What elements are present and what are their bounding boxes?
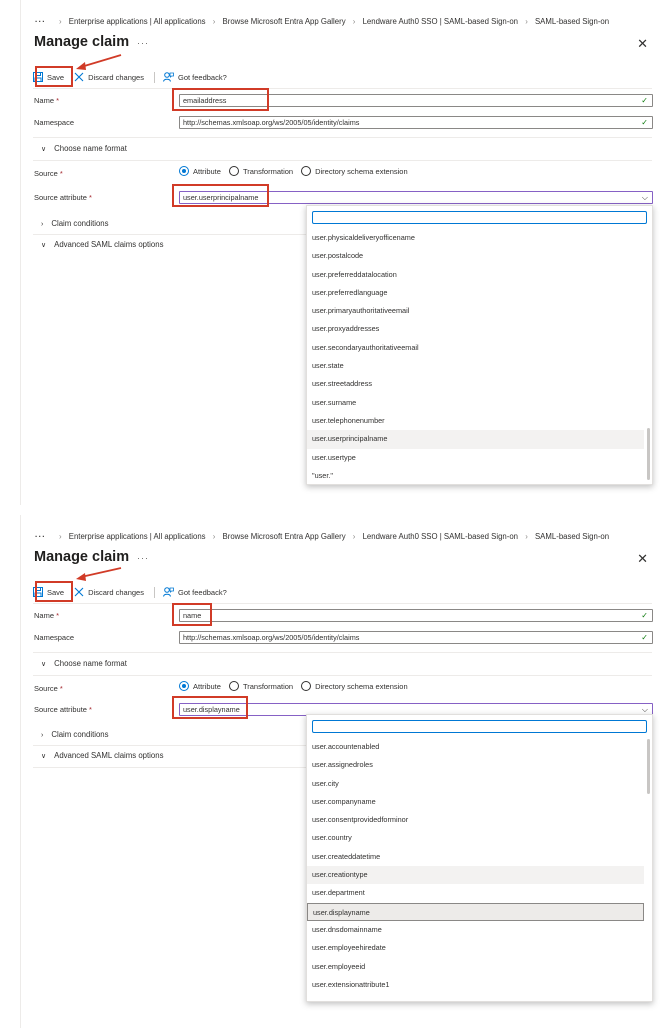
namespace-value: http://schemas.xmlsoap.org/ws/2005/05/identity/claims [183, 633, 360, 642]
required-mark: * [59, 684, 63, 693]
manage-claim-panel-1 [20, 0, 666, 505]
name-label-text: Name [34, 96, 55, 105]
dropdown-option[interactable]: user.createddatetime [312, 851, 381, 861]
source-attribute-label [34, 705, 92, 714]
name-label [34, 611, 59, 620]
radio-circle [179, 681, 189, 691]
name-input[interactable] [179, 609, 653, 622]
radio-circle [301, 681, 311, 691]
divider [33, 234, 306, 235]
feedback-label: Got feedback? [177, 72, 227, 82]
namespace-input[interactable] [179, 116, 653, 129]
feedback-icon [163, 587, 174, 597]
dropdown-option[interactable]: user.department [312, 888, 365, 898]
dropdown-option[interactable]: user.preferreddatalocation [312, 269, 397, 279]
radio-label: Attribute [193, 166, 221, 176]
dropdown-option-hovered[interactable]: user.creationtype [307, 866, 644, 884]
choose-format-label: Choose name format [54, 659, 127, 668]
radio-circle [179, 166, 189, 176]
discard-button[interactable] [74, 587, 144, 597]
breadcrumb-enterprise-apps[interactable]: Enterprise applications | All applications [68, 532, 206, 541]
annotation-arrow [73, 565, 123, 585]
dropdown-option[interactable]: "user." [312, 470, 333, 480]
dropdown-option[interactable]: user.primaryauthoritativeemail [312, 306, 410, 316]
breadcrumb-separator: › [212, 532, 216, 541]
dropdown-option[interactable]: user.accountenabled [312, 742, 380, 751]
source-attribute-label [34, 193, 92, 202]
claim-conditions-toggle[interactable] [41, 730, 109, 739]
dropdown-options [307, 738, 644, 994]
toolbar-divider [154, 72, 155, 83]
chevron-down-icon: ⌵ [641, 193, 648, 202]
feedback-label: Got feedback? [177, 587, 227, 597]
more-options-icon[interactable]: ··· [137, 38, 149, 48]
source-label-text: Source [34, 169, 58, 178]
breadcrumb-app[interactable]: Lendware Auth0 SSO | SAML-based Sign-on [362, 532, 519, 541]
choose-name-format-toggle[interactable] [41, 144, 127, 153]
breadcrumb [35, 17, 609, 26]
save-highlight-box [35, 581, 73, 602]
dropdown-scrollbar[interactable] [647, 739, 650, 794]
breadcrumb-app[interactable]: Lendware Auth0 SSO | SAML-based Sign-on [362, 17, 519, 26]
dropdown-option[interactable]: user.telephonenumber [312, 415, 385, 425]
breadcrumb-ellipsis[interactable]: ··· [35, 17, 46, 26]
required-mark: * [59, 169, 63, 178]
source-attribute-dropdown [306, 205, 653, 485]
radio-circle [229, 166, 239, 176]
dropdown-option[interactable]: user.usertype [312, 452, 356, 462]
breadcrumb-enterprise-apps[interactable]: Enterprise applications | All applications [68, 17, 206, 26]
dropdown-option[interactable]: user.surname [312, 397, 357, 407]
chevron-right-icon: › [41, 732, 44, 739]
breadcrumb [35, 532, 609, 541]
source-label [34, 684, 63, 693]
page-title: Manage claim [34, 34, 130, 50]
claim-conditions-toggle[interactable] [41, 219, 109, 228]
discard-label: Discard changes [88, 587, 144, 597]
breadcrumb-separator: › [525, 532, 528, 541]
chevron-down-icon: ∨ [41, 146, 47, 153]
claim-conditions-label: Claim conditions [51, 219, 109, 228]
radio-label: Directory schema extension [315, 681, 408, 691]
radio-directory-schema[interactable] [301, 166, 408, 176]
required-mark: * [89, 705, 92, 714]
radio-circle [229, 681, 239, 691]
toolbar-divider-line [33, 603, 652, 604]
dropdown-option[interactable]: user.extensionattribute1 [312, 979, 390, 989]
radio-label: Attribute [193, 681, 221, 691]
name-value: emailaddress [183, 96, 227, 105]
advanced-saml-toggle[interactable] [41, 240, 163, 249]
dropdown-option-selected[interactable]: user.userprincipalname [307, 430, 644, 448]
source-radio-group [179, 681, 416, 691]
required-mark: * [89, 193, 92, 202]
chevron-right-icon: › [41, 221, 44, 228]
divider [33, 652, 652, 653]
radio-attribute[interactable] [179, 166, 221, 176]
manage-claim-panel-2 [20, 515, 666, 1028]
breadcrumb-saml[interactable]: SAML-based Sign-on [534, 532, 610, 541]
name-highlight-box [172, 88, 269, 111]
source-attribute-highlight-box [172, 184, 269, 207]
chevron-down-icon: ∨ [41, 753, 47, 760]
divider [33, 675, 652, 676]
dropdown-option[interactable]: user.city [312, 778, 339, 788]
source-radio-group [179, 166, 416, 176]
dropdown-option-selected[interactable]: user.displayname [307, 903, 644, 921]
dropdown-option[interactable]: user.proxyaddresses [312, 324, 380, 334]
check-icon: ✓ [641, 633, 648, 642]
source-attribute-dropdown [306, 714, 653, 1002]
discard-label: Discard changes [88, 72, 144, 82]
namespace-label: Namespace [34, 633, 75, 642]
dropdown-search-input[interactable] [312, 211, 647, 224]
choose-name-format-toggle[interactable] [41, 659, 127, 668]
save-highlight-box [35, 66, 73, 87]
choose-format-label: Choose name format [54, 144, 127, 153]
dropdown-option[interactable]: user.consentprovidedforminor [312, 815, 409, 825]
breadcrumb-separator: › [58, 532, 62, 541]
discard-icon [74, 72, 84, 82]
radio-label: Directory schema extension [315, 166, 408, 176]
required-mark: * [56, 611, 60, 620]
breadcrumb-separator: › [352, 17, 356, 26]
dropdown-option[interactable]: user.postalcode [312, 251, 364, 261]
radio-label: Transformation [242, 681, 294, 691]
more-options-icon[interactable]: ··· [137, 553, 149, 563]
dropdown-option[interactable]: user.employeehiredate [312, 943, 386, 953]
divider [33, 137, 652, 138]
page-title: Manage claim [34, 549, 130, 565]
dropdown-scrollbar[interactable] [647, 428, 650, 480]
save-label: Save [47, 587, 65, 597]
source-label [34, 169, 63, 178]
annotation-arrow [73, 53, 123, 73]
save-label: Save [47, 72, 65, 82]
dropdown-option[interactable]: user.companyname [312, 796, 376, 806]
radio-circle [301, 166, 311, 176]
check-icon: ✓ [641, 96, 648, 105]
divider [33, 745, 306, 746]
chevron-down-icon: ∨ [41, 661, 47, 668]
dropdown-option[interactable]: user.secondaryauthoritativeemail [312, 342, 419, 352]
breadcrumb-separator: › [525, 17, 528, 26]
source-label-text: Source [34, 684, 58, 693]
check-icon: ✓ [641, 118, 648, 127]
breadcrumb-gallery[interactable]: Browse Microsoft Entra App Gallery [222, 532, 346, 541]
chevron-down-icon: ⌵ [641, 705, 648, 714]
dropdown-search-input[interactable] [312, 720, 647, 733]
breadcrumb-separator: › [212, 17, 216, 26]
divider [33, 767, 306, 768]
source-attribute-value: user.displayname [183, 705, 240, 714]
dropdown-option[interactable]: user.physicaldeliveryofficename [312, 233, 415, 242]
advanced-label: Advanced SAML claims options [54, 240, 164, 249]
breadcrumb-saml[interactable]: SAML-based Sign-on [534, 17, 610, 26]
chevron-down-icon: ∨ [41, 242, 47, 249]
claim-conditions-label: Claim conditions [51, 730, 109, 739]
name-value: name [183, 611, 202, 620]
close-icon[interactable]: ✕ [637, 36, 648, 51]
dropdown-option[interactable]: user.country [312, 833, 352, 843]
radio-transformation[interactable] [229, 681, 293, 691]
dropdown-option[interactable]: user.preferredlanguage [312, 287, 388, 297]
discard-icon [74, 587, 84, 597]
dropdown-option[interactable]: user.dnsdomainname [312, 924, 382, 934]
namespace-label: Namespace [34, 118, 75, 127]
check-icon: ✓ [641, 611, 648, 620]
radio-transformation[interactable] [229, 166, 293, 176]
namespace-input[interactable] [179, 631, 653, 644]
breadcrumb-separator: › [58, 17, 62, 26]
breadcrumb-ellipsis[interactable]: ··· [35, 532, 46, 541]
advanced-label: Advanced SAML claims options [54, 751, 164, 760]
breadcrumb-separator: › [352, 532, 356, 541]
dropdown-options [307, 229, 644, 485]
namespace-value: http://schemas.xmlsoap.org/ws/2005/05/identity/claims [183, 118, 360, 127]
close-icon[interactable]: ✕ [637, 551, 648, 566]
dropdown-option[interactable]: user.streetaddress [312, 379, 373, 389]
required-mark: * [56, 96, 60, 105]
source-attr-label-text: Source attribute [34, 705, 87, 714]
source-attribute-value: user.userprincipalname [183, 193, 259, 202]
radio-attribute[interactable] [179, 681, 221, 691]
source-attribute-highlight-box [172, 696, 248, 719]
divider [33, 160, 652, 161]
dropdown-option[interactable]: user.state [312, 361, 344, 371]
feedback-button[interactable] [163, 72, 227, 82]
discard-button[interactable] [74, 72, 144, 82]
name-highlight-box [172, 603, 212, 626]
toolbar-divider-line [33, 88, 652, 89]
radio-label: Transformation [242, 166, 294, 176]
dropdown-option[interactable]: user.employeeid [312, 961, 366, 971]
feedback-icon [163, 72, 174, 82]
toolbar-divider [154, 587, 155, 598]
name-label [34, 96, 59, 105]
name-label-text: Name [34, 611, 55, 620]
feedback-button[interactable] [163, 587, 227, 597]
advanced-saml-toggle[interactable] [41, 751, 163, 760]
source-attr-label-text: Source attribute [34, 193, 87, 202]
dropdown-option[interactable]: user.assignedroles [312, 760, 373, 770]
radio-directory-schema[interactable] [301, 681, 408, 691]
breadcrumb-gallery[interactable]: Browse Microsoft Entra App Gallery [222, 17, 346, 26]
